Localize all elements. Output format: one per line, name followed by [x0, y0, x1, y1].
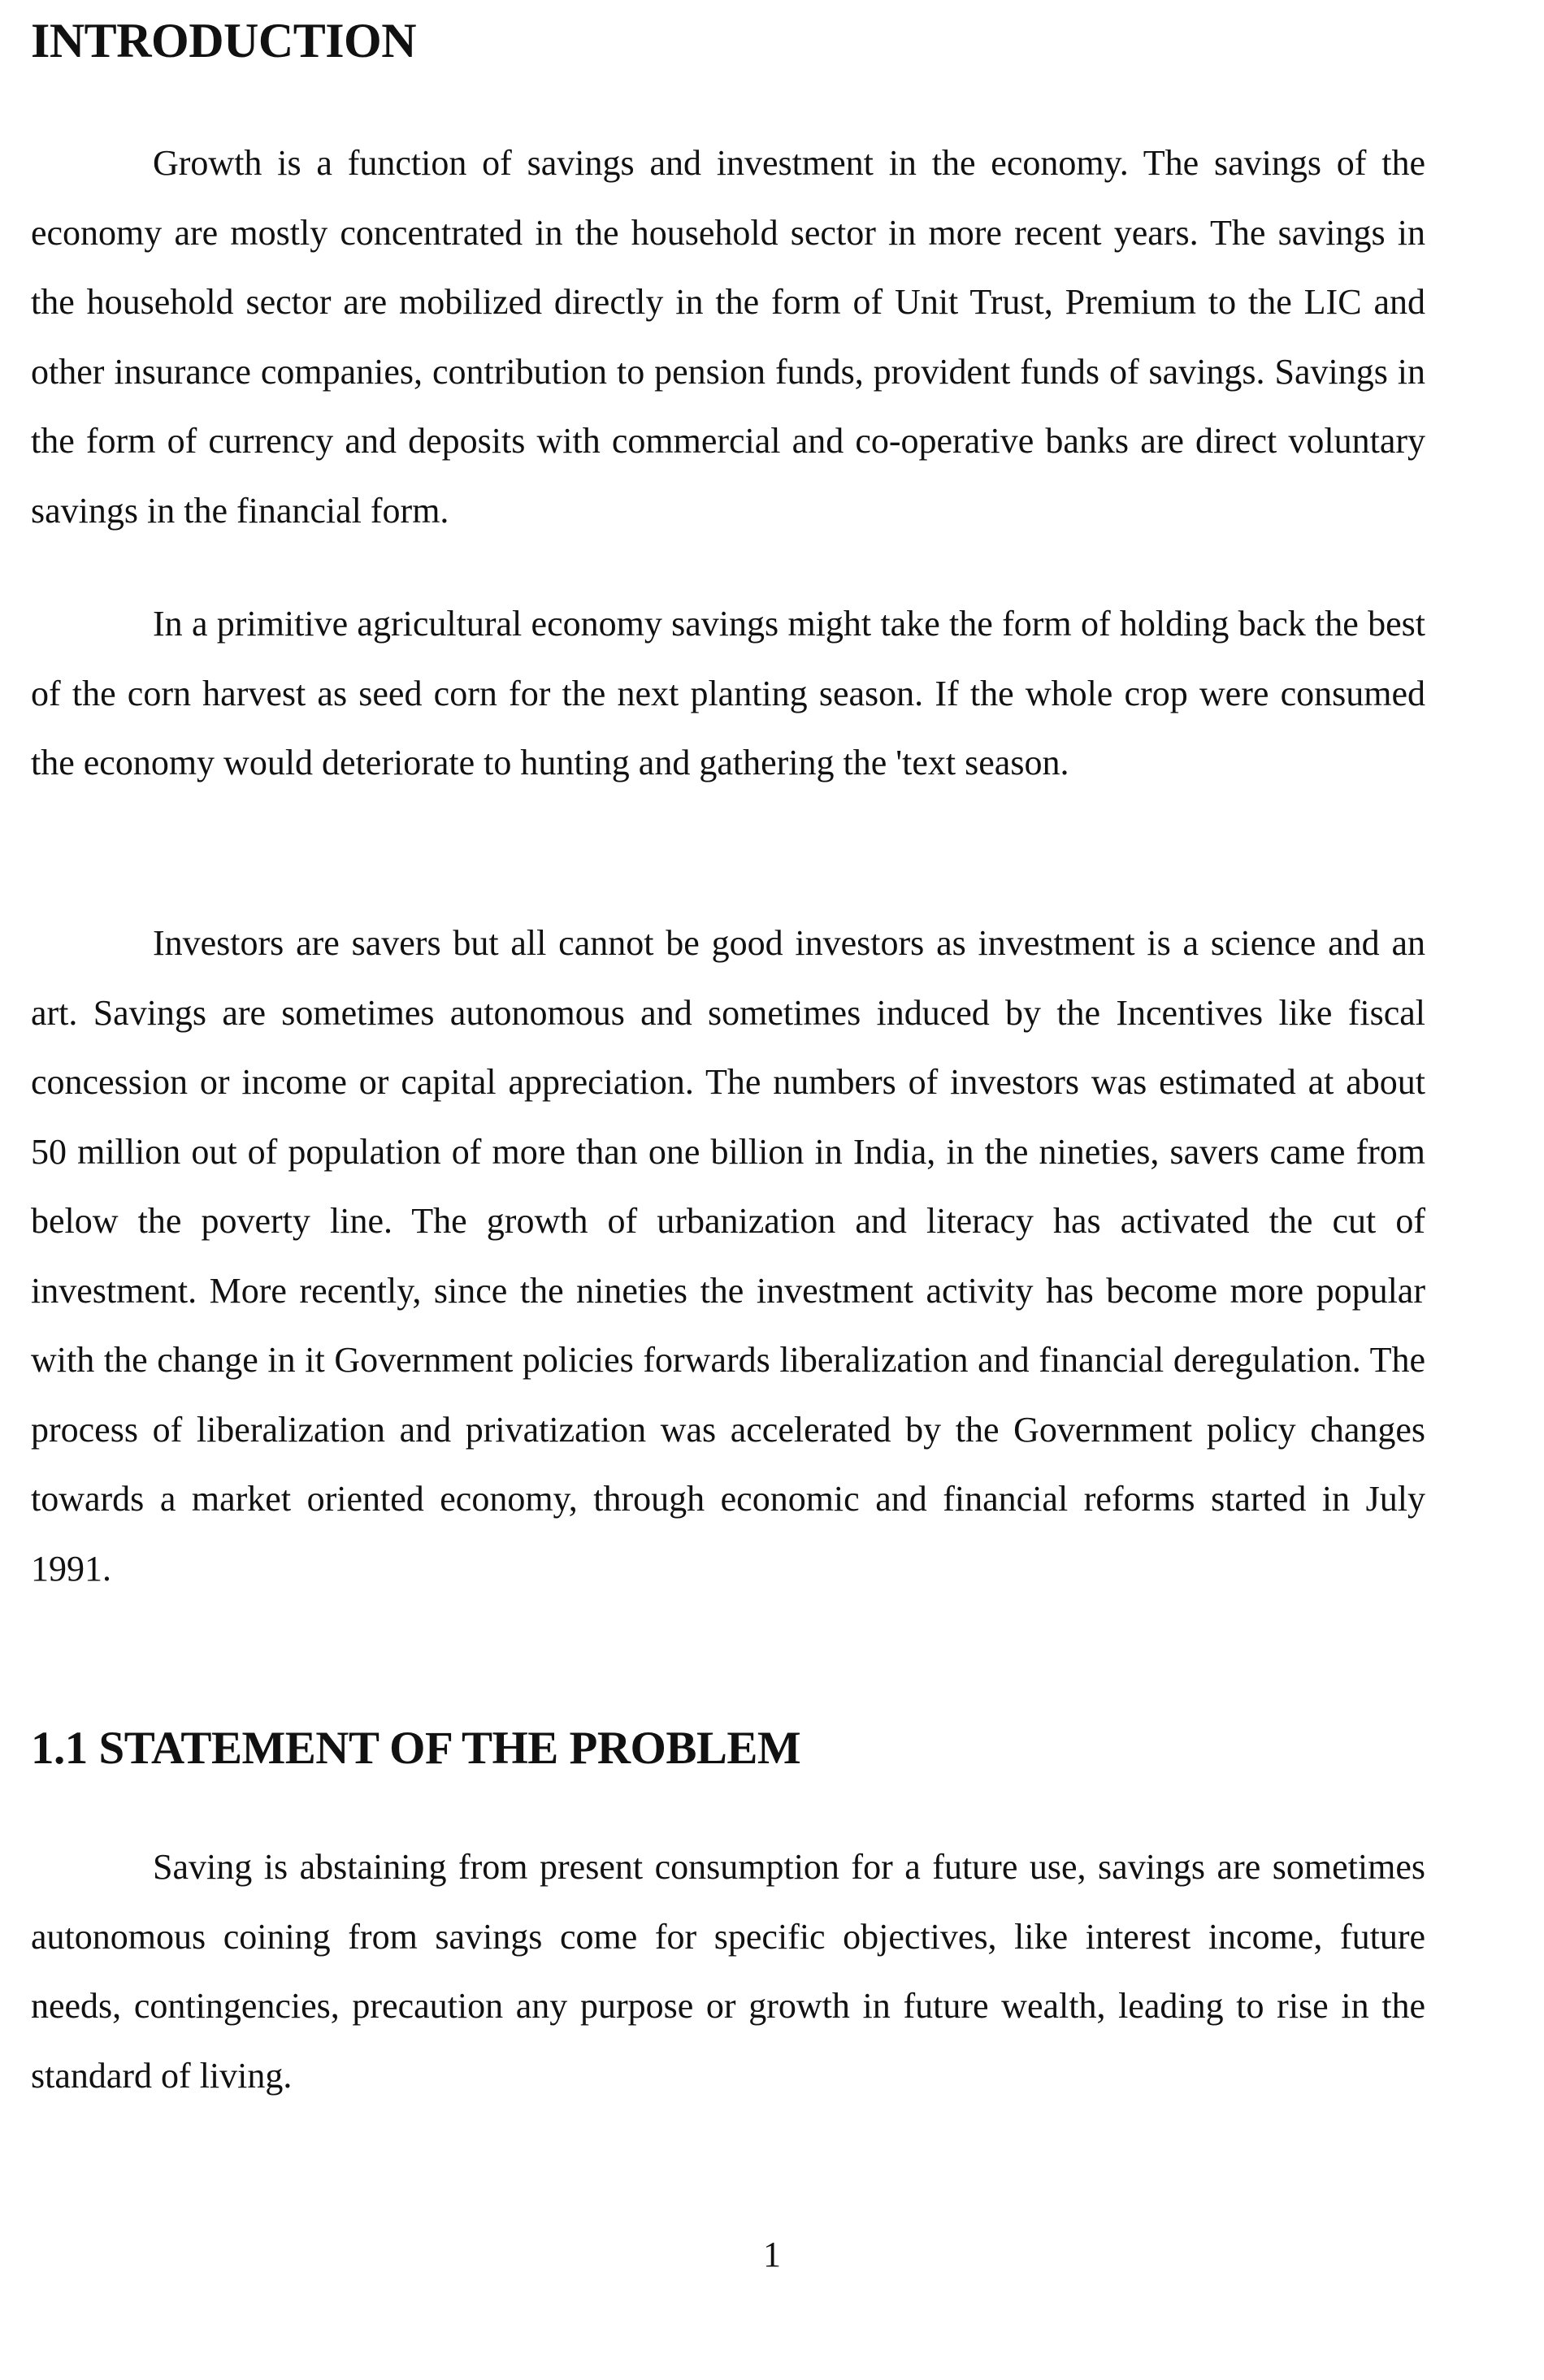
paragraph-investors-savers: Investors are savers but all cannot be good investors as investment is a science and an art. Savings are sometimes autonomous and sometimes induced by the Incentives like fiscal concession or income or capital appreciation. The numbers of investors was estimated at about 50 million out of population of more than one billion in India, in the nineties, savers came from below the poverty line. The growth of urbanization and literacy has activated the cut of investment. More recently, since the nineties the investment activity has become more popular with the change in it Government policies forwards liberalization and financial deregulation. The process of liberalization and privatization was accelerated by the Government policy changes towards a market oriented economy, through economic and financial reforms started in July 1991. — [31, 923, 1425, 1589]
section-heading-statement-of-problem: 1.1 STATEMENT OF THE PROBLEM — [31, 1723, 801, 1774]
paragraph-growth-savings: Growth is a function of savings and investment in the economy. The savings of the economy are mostly concentrated in the household sector in more recent years. The savings in the household sector are mobilized directly in the form of Unit Trust, Premium to the LIC and other insurance companies, contribution to pension funds, provident funds of savings. Savings in the form of currency and deposits with commercial and co-operative banks are direct voluntary savings in the financial form. — [31, 143, 1425, 531]
section-heading-introduction: INTRODUCTION — [31, 14, 417, 67]
page-number: 1 — [763, 2235, 781, 2274]
paragraph-saving-abstaining: Saving is abstaining from present consumption for a future use, savings are sometimes autonomous coining from savings come for specific objectives, like interest income, future needs, contingencies, precaution any purpose or growth in future wealth, leading to rise in the standard of living. — [31, 1847, 1425, 2096]
paragraph-primitive-economy: In a primitive agricultural economy savings might take the form of holding back the best of the corn harvest as seed corn for the next planting season. If the whole crop were consumed the economy would deteriorate to hunting and gathering the 'text season. — [31, 604, 1425, 782]
